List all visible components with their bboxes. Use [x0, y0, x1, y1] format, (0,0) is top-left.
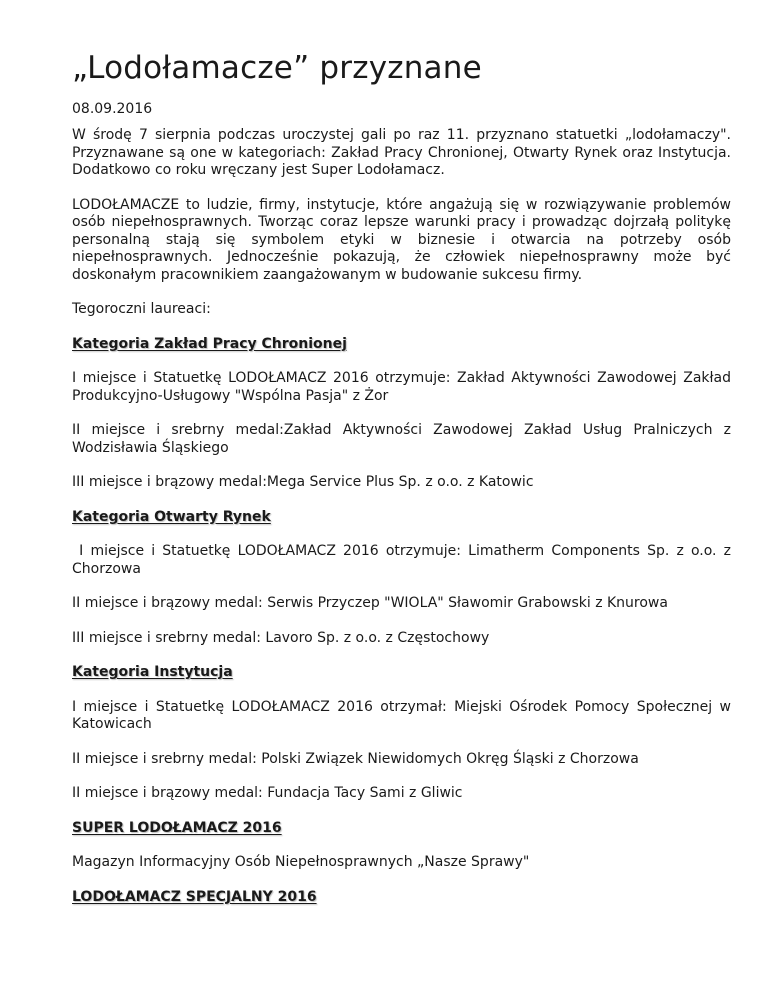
super-heading: SUPER LODOŁAMACZ 2016	[72, 819, 282, 836]
laureates-lead: Tegoroczni laureaci:	[72, 301, 211, 317]
special-heading: LODOŁAMACZ SPECJALNY 2016	[72, 888, 317, 905]
intro-paragraph: W środę 7 sierpnia podczas uroczystej gali po raz 11. przyznano statuetki „lodołamaczy". Przyznawane są one w kategoriach: Zakład Pracy Chronionej, Otwarty Rynek oraz Instytucja. Dodatkowo co roku wręczany jest Super Lodołamacz.	[72, 127, 731, 178]
super-winner: Magazyn Informacyjny Osób Niepełnosprawnych „Nasze Sprawy"	[72, 854, 530, 870]
category-heading-institution: Kategoria Instytucja	[72, 664, 233, 680]
award-item: I miejsce i Statuetkę LODOŁAMACZ 2016 otrzymuje: Limatherm Components Sp. z o.o. z Chorzowa	[72, 543, 736, 577]
award-item: II miejsce i srebrny medal: Polski Związek Niewidomych Okręg Śląski z Chorzowa	[72, 750, 639, 767]
category-heading-open-market: Kategoria Otwarty Rynek	[72, 508, 271, 525]
article-title: „Lodołamacze” przyznane	[72, 50, 482, 86]
article-date: 08.09.2016	[72, 101, 153, 117]
award-item: I miejsce i Statuetkę LODOŁAMACZ 2016 otrzymał: Miejski Ośrodek Pomocy Społecznej w Katowicach	[72, 698, 731, 732]
award-item: II miejsce i brązowy medal: Serwis Przyczep "WIOLA" Sławomir Grabowski z Knurowa	[72, 595, 668, 611]
mission-paragraph: LODOŁAMACZE to ludzie, firmy, instytucje, które angażują się w rozwiązywanie problemów osób niepełnosprawnych. Tworząc coraz lepsze warunki pracy i prowadząc dojrzałą politykę personalną stają się symbolem etyki w biznesie i otwarcia na potrzeby osób niepełnosprawnych. Jednocześnie pokazują, że człowiek niepełnosprawny może być doskonałym pracownikiem zaangażowanym w budowanie sukcesu firmy.	[72, 196, 731, 283]
award-item: II miejsce i srebrny medal:Zakład Aktywności Zawodowej Zakład Usług Pralniczych z Wodzisławia Śląskiego	[72, 422, 731, 456]
award-item: II miejsce i brązowy medal: Fundacja Tacy Sami z Gliwic	[72, 785, 463, 801]
category-heading-protected: Kategoria Zakład Pracy Chronionej	[72, 335, 347, 352]
award-item: III miejsce i srebrny medal: Lavoro Sp. z o.o. z Częstochowy	[72, 629, 490, 646]
award-item: III miejsce i brązowy medal:Mega Service Plus Sp. z o.o. z Katowic	[72, 474, 534, 490]
award-item: I miejsce i Statuetkę LODOŁAMACZ 2016 otrzymuje: Zakład Aktywności Zawodowej Zakład Produkcyjno-Usługowy "Wspólna Pasja" z Żor	[72, 370, 731, 404]
